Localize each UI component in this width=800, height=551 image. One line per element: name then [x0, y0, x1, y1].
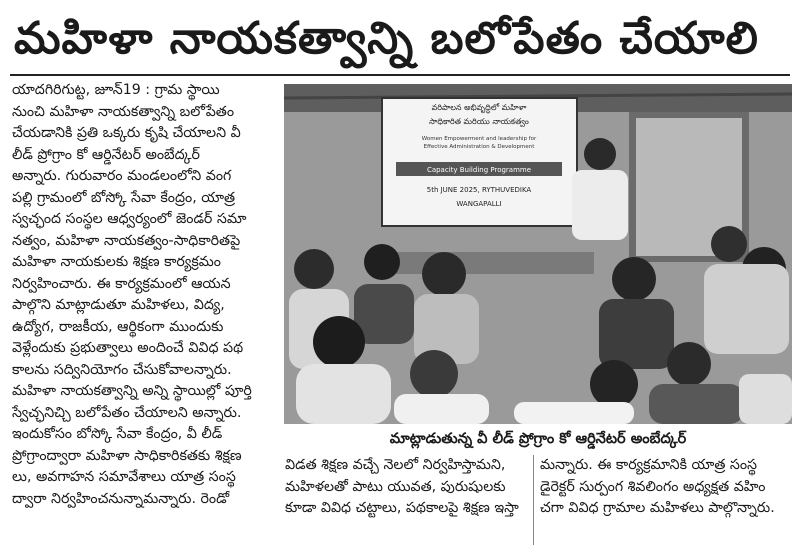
- article-line: వెళ్లేందుకు ప్రభుత్వాలు అందించే వివిధ పథ: [12, 340, 244, 356]
- article-line: పల్లి గ్రామంలో బోస్కో సేవా కేంద్రం, యాత్ర: [12, 189, 236, 206]
- headline: మహిళా నాయకత్వాన్ని బలోపేతం చేయాలి: [14, 13, 759, 64]
- photo-attendee: [667, 342, 711, 386]
- banner-line: 5th JUNE 2025, RYTHUVEDIKA: [426, 186, 532, 194]
- photo-illustration: [284, 84, 792, 424]
- column-divider: [533, 455, 534, 545]
- photo-attendee: [364, 244, 400, 280]
- article-line: పాల్గొని మాట్లాడుతూ మహిళలు, విద్య,: [12, 297, 225, 313]
- photo-chair: [514, 402, 634, 424]
- photo-attendee-body: [599, 299, 674, 369]
- article-column-3: [540, 455, 792, 547]
- article-line: కాలను సద్వినియోగం చేసుకోవాలన్నారు.: [12, 361, 232, 378]
- photo-speaker-body: [572, 170, 628, 240]
- article-line: విడత శిక్షణ వచ్చే నెలలో నిర్వహిస్తామని,: [285, 457, 506, 473]
- article-line: స్వేచ్ఛనిచ్చి బలోపేతం చేయాలని అన్నారు.: [12, 404, 242, 421]
- article-column-2: [285, 455, 527, 547]
- article-line: ద్వారా నిర్వహించనున్నామన్నారు. రెండో: [12, 490, 230, 507]
- photo-chair: [739, 374, 792, 424]
- article-line: ఉద్యోగ, రాజకీయ, ఆర్థికంగా ముందుకు: [12, 318, 224, 335]
- photo-caption: మాట్లాడుతున్న వీ లీడ్ ప్రోగ్రాం కో ఆర్డినేటర్ అంబేద్కర్: [389, 431, 687, 447]
- article-line: కూడా వివిధ చట్టాలు, పథకాలపై శిక్షణ ఇస్తా: [285, 500, 519, 516]
- photo-speaker-head: [584, 138, 616, 170]
- article-line: ప్రోగ్రాంద్వారా మహిళా సాధికారికతకు శిక్షణ: [12, 447, 242, 464]
- article-line: మహిళా నాయకులకు శిక్షణ కార్యక్రమం: [12, 254, 221, 270]
- article-line: లు, అవగాహన సమావేశాలు యాత్ర సంస్థ: [12, 469, 236, 485]
- article-line: ఇందుకోసం బోస్కో సేవా కేంద్రం, వీ లీడ్: [12, 426, 223, 442]
- photo-attendee: [590, 360, 638, 408]
- article-line: యాదగిరిగుట్ట, జూన్19 : గ్రామ స్థాయి: [12, 82, 220, 98]
- banner-line: వరిపాలన అభివృద్ధిలో మహిళా: [431, 103, 527, 112]
- news-photo: [284, 84, 792, 424]
- banner-line: Capacity Building Programme: [426, 166, 532, 174]
- article-line: నత్వం, మహిళా నాయకత్వం-సాధికారితపై: [12, 232, 241, 249]
- photo-attendee: [294, 249, 334, 289]
- article-line: మన్నారు. ఈ కార్యక్రమానికి యాత్ర సంస్థ: [540, 457, 757, 473]
- banner-line: సాధికారిత మరియు నాయకత్వం: [429, 117, 529, 126]
- article-line: మహిళా నాయకత్వాన్ని అన్ని స్థాయిల్లో పూర్తి: [12, 383, 252, 399]
- article-line: లీడ్ ప్రోగ్రాం కో ఆర్డినేటర్ అంబేద్కర్: [12, 146, 200, 163]
- article-line: అన్నారు. గురువారం మండలంలోని వంగ: [12, 168, 232, 184]
- photo-attendee: [711, 226, 747, 262]
- photo-chair: [394, 394, 489, 424]
- photo-attendee-body: [704, 264, 789, 354]
- banner-line: Effective Administration & Development: [423, 144, 535, 150]
- photo-attendee: [313, 316, 365, 368]
- article-line: నిర్వహించారు. ఈ కార్యక్రమంలో ఆయన: [12, 275, 231, 292]
- photo-attendee: [612, 257, 656, 301]
- banner-line: WANGAPALLI: [456, 200, 502, 208]
- article-line: చగా వివిధ గ్రామాల మహిళలు పాల్గొన్నారు.: [540, 500, 775, 516]
- photo-attendee: [422, 252, 466, 296]
- article-column-1: [12, 80, 274, 530]
- article-line: చేయడానికి ప్రతి ఒక్కరు కృషి చేయాలని వీ: [12, 125, 241, 141]
- headline-rule: [10, 74, 790, 76]
- photo-attendee: [410, 350, 458, 398]
- banner-line: Women Empowerment and leadership for: [421, 136, 537, 142]
- photo-table: [374, 252, 594, 274]
- article-line: నుంచి మహిళా నాయకత్వాన్ని బలోపేతం: [12, 103, 235, 120]
- article-line: స్వచ్ఛంద సంస్థల ఆధ్వర్యంలో జెండర్ సమా: [12, 211, 247, 227]
- photo-attendee-body: [649, 384, 744, 424]
- photo-attendee-body: [296, 364, 391, 424]
- article-line: డైరెక్టర్ సుర్పంగ శివలింగం అధ్యక్షత వహిం: [540, 478, 766, 495]
- article-line: మహిళలతో పాటు యువత, పురుషులకు: [285, 478, 506, 495]
